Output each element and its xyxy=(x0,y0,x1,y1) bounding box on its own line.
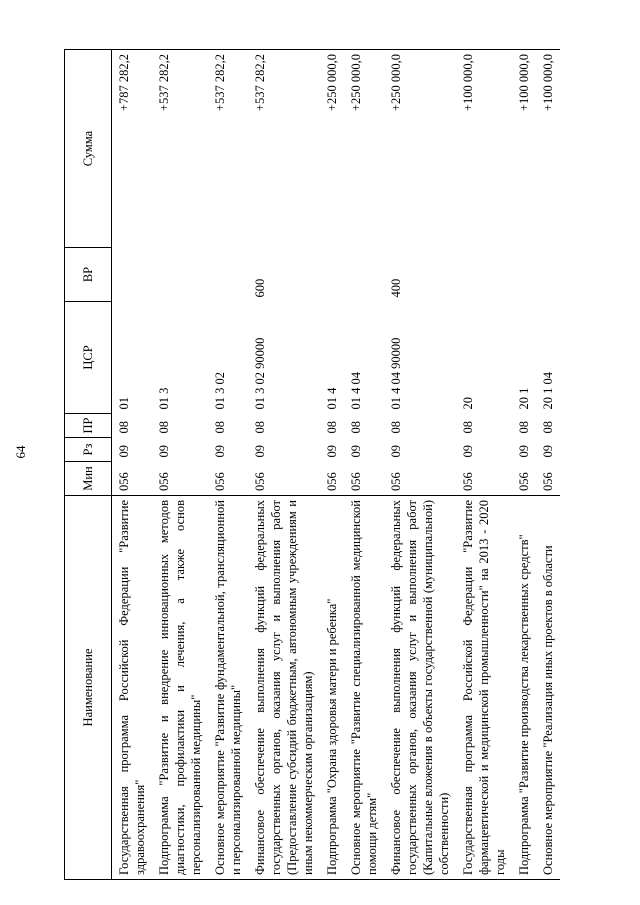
header-sum: Сумма xyxy=(65,50,112,248)
row-min: 056 xyxy=(253,472,267,491)
row-rz: 09 xyxy=(325,445,339,458)
row-min: 056 xyxy=(461,472,475,491)
row-pr: 08 xyxy=(117,421,131,434)
table-row xyxy=(512,50,536,880)
budget-table xyxy=(64,49,560,880)
row-pr: 08 xyxy=(389,421,403,434)
row-sum: +100 000,0 xyxy=(536,50,560,248)
row-vr xyxy=(456,248,512,302)
row-rz: 09 xyxy=(253,445,267,458)
row-csr: 01 3 02 xyxy=(213,372,227,410)
row-vr xyxy=(536,248,560,302)
table-row xyxy=(344,50,384,880)
row-name: Финансовое обеспечение выполнения функций федеральных государственных органов, оказания услуг и выполнения работ (Предоставление субсидий бюджетным, автономным учреждениям и иным некоммерческим организациям) xyxy=(248,496,320,880)
table-header xyxy=(65,50,112,880)
row-pr: 08 xyxy=(213,421,227,434)
row-pr: 08 xyxy=(349,421,363,434)
row-pr: 08 xyxy=(253,421,267,434)
row-vr xyxy=(112,248,153,302)
row-pr: 08 xyxy=(461,421,475,434)
row-csr: 01 xyxy=(117,397,131,410)
row-name: Подпрограмма "Развитие производства лекарственных средств" xyxy=(512,496,536,880)
header-pr: ПР xyxy=(65,414,112,438)
row-sum: +100 000,0 xyxy=(512,50,536,248)
header-csr: ЦСР xyxy=(65,302,112,414)
table-row xyxy=(456,50,512,880)
row-name: Государственная программа Российской Федерации "Развитие фармацевтической и медицинской промышленности" на 2013 - 2020 годы xyxy=(456,496,512,880)
row-name: Основное мероприятие "Реализация иных проектов в области xyxy=(536,496,560,880)
row-min: 056 xyxy=(349,472,363,491)
row-name: Подпрограмма "Развитие и внедрение инновационных методов диагностики, профилактики и лечения, а также основ персонализированной медицины" xyxy=(152,496,208,880)
row-min: 056 xyxy=(389,472,403,491)
row-vr xyxy=(320,248,344,302)
row-min: 056 xyxy=(157,472,171,491)
header-rz: Рз xyxy=(65,438,112,462)
row-min: 056 xyxy=(213,472,227,491)
row-sum: +100 000,0 xyxy=(456,50,512,248)
row-pr: 08 xyxy=(157,421,171,434)
row-csr: 01 3 02 90000 xyxy=(253,337,267,410)
header-vr: ВР xyxy=(65,248,112,302)
row-min: 056 xyxy=(325,472,339,491)
row-rz: 09 xyxy=(541,445,555,458)
table-row xyxy=(536,50,560,880)
header-name: Наименование xyxy=(65,496,112,880)
row-rz: 09 xyxy=(517,445,531,458)
table-row xyxy=(248,50,320,880)
row-csr: 20 xyxy=(461,397,475,410)
row-sum: +537 282,2 xyxy=(248,50,320,248)
row-name: Подпрограмма "Охрана здоровья матери и ребенка" xyxy=(320,496,344,880)
row-csr: 20 1 xyxy=(517,387,531,410)
row-sum: +537 282,2 xyxy=(208,50,248,248)
row-min: 056 xyxy=(117,472,131,491)
table-row xyxy=(152,50,208,880)
row-vr: 600 xyxy=(253,278,267,298)
rotated-page-content xyxy=(64,50,604,880)
row-sum: +250 000,0 xyxy=(384,50,456,248)
row-min: 056 xyxy=(517,472,531,491)
row-name: Государственная программа Российской Федерации "Развитие здравоохранения" xyxy=(112,496,153,880)
page-number: 64 xyxy=(13,445,28,459)
row-vr xyxy=(344,248,384,302)
row-rz: 09 xyxy=(389,445,403,458)
row-pr: 08 xyxy=(325,421,339,434)
row-vr xyxy=(208,248,248,302)
table-row xyxy=(208,50,248,880)
row-rz: 09 xyxy=(157,445,171,458)
row-name: Основное мероприятие "Развитие фундаментальной, трансляционной и персонализированной медицины" xyxy=(208,496,248,880)
row-csr: 01 4 04 90000 xyxy=(389,337,403,410)
row-name: Финансовое обеспечение выполнения функций федеральных государственных органов, оказания услуг и выполнения работ (Капитальные вложения в объекты государственной (муниципальной) собственности) xyxy=(384,496,456,880)
row-csr: 01 4 xyxy=(325,387,339,410)
table-row xyxy=(112,50,153,880)
row-sum: +537 282,2 xyxy=(152,50,208,248)
row-vr: 400 xyxy=(389,278,403,298)
header-min: Мин xyxy=(65,462,112,496)
row-pr: 08 xyxy=(541,421,555,434)
row-rz: 09 xyxy=(349,445,363,458)
row-csr: 20 1 04 xyxy=(541,372,555,410)
row-vr xyxy=(512,248,536,302)
table-row xyxy=(384,50,456,880)
row-csr: 01 3 xyxy=(157,387,171,410)
row-pr: 08 xyxy=(517,421,531,434)
row-sum: +787 282,2 xyxy=(112,50,153,248)
row-rz: 09 xyxy=(213,445,227,458)
row-rz: 09 xyxy=(461,445,475,458)
row-min: 056 xyxy=(541,472,555,491)
row-rz: 09 xyxy=(117,445,131,458)
row-vr xyxy=(152,248,208,302)
row-csr: 01 4 04 xyxy=(349,372,363,410)
row-sum: +250 000,0 xyxy=(320,50,344,248)
row-sum: +250 000,0 xyxy=(344,50,384,248)
table-row xyxy=(320,50,344,880)
row-name: Основное мероприятие "Развитие специализированной медицинской помощи детям" xyxy=(344,496,384,880)
